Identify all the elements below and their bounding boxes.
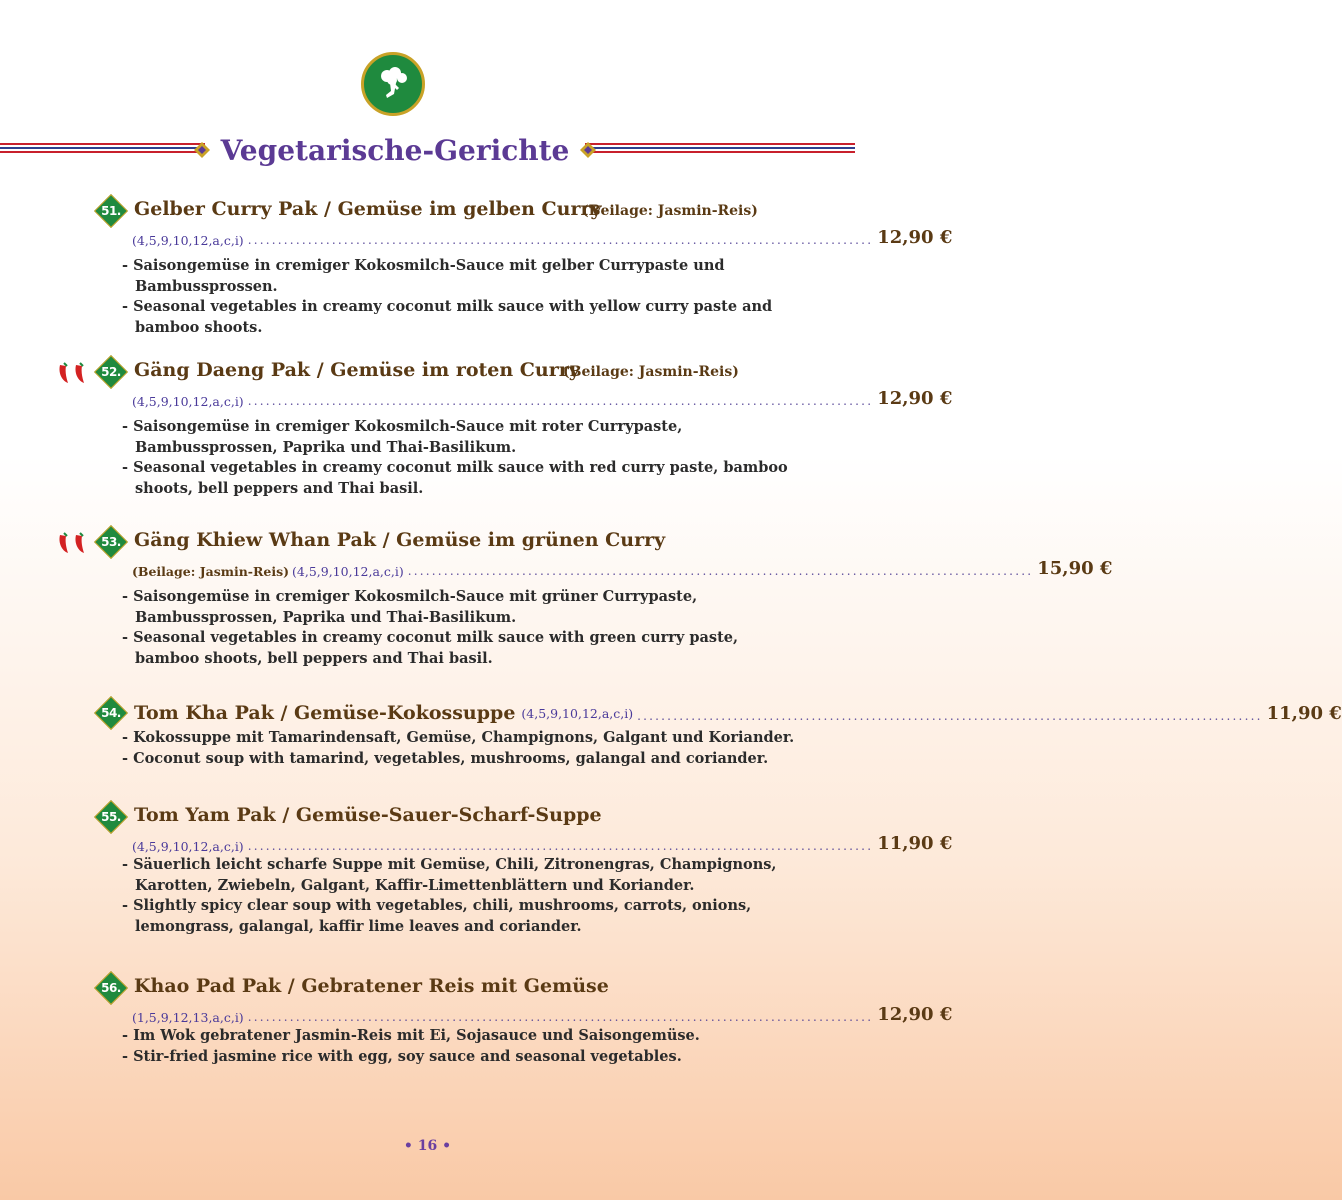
description [122,728,802,769]
allergen-codes: (4,5,9,10,12,a,c,i) [132,394,244,409]
page-title: Vegetarische-Gerichte [220,133,570,167]
description-en: - Slightly spicy clear soup with vegetables, chili, mushrooms, carrots, onions, lemongrass, galangal, kaffir lime leaves and coriander. [122,897,752,935]
description-de: - Säuerlich leicht scharfe Suppe mit Gemüse, Chili, Zitronengras, Champignons, Karotten, Zwiebeln, Galgant, Kaffir-Limettenblättern und Koriander. [122,856,777,894]
diamond-ornament-icon [193,141,211,159]
price: 12,90 € [877,227,953,248]
description [122,417,802,499]
description-en: - Stir-fried jasmine rice with egg, soy sauce and seasonal vegetables. [122,1047,682,1065]
page-number: • 16 • [403,1138,452,1154]
item-number-badge: 51. [96,196,126,226]
allergen-codes: (4,5,9,10,12,a,c,i) [521,706,634,721]
allergen-codes: (4,5,9,10,12,a,c,i) [132,233,244,248]
dish-name: Tom Yam Pak / Gemüse-Sauer-Scharf-Suppe [134,804,602,826]
side-dish: (Beilage: Jasmin-Reis) [563,364,739,380]
price: 12,90 € [877,1004,953,1025]
price-line: (4,5,9,10,12,a,c,i) ........................................................................................................ 11,90 € [132,833,953,854]
price-line: (Beilage: Jasmin-Reis) (4,5,9,10,12,a,c,i) ........................................................................................................ 15,90 € [132,558,1113,579]
price: 15,90 € [1037,558,1113,579]
dish-name: Gelber Curry Pak / Gemüse im gelben Curry [134,198,602,220]
dish-name: Gäng Daeng Pak / Gemüse im roten Curry [134,359,580,381]
title-stripe-right [585,143,855,157]
title-stripe-left [0,143,205,157]
description [122,855,802,937]
item-number-badge: 53. [96,527,126,557]
allergen-codes: (1,5,9,12,13,a,c,i) [132,1010,244,1025]
price: 11,90 € [1266,703,1342,724]
broccoli-logo [361,52,425,116]
description-de: - Saisongemüse in cremiger Kokosmilch-Sauce mit grüner Currypaste, Bambussprossen, Paprika und Thai-Basilikum. [122,588,698,626]
description-en: - Seasonal vegetables in creamy coconut milk sauce with red curry paste, bamboo shoots, bell peppers and Thai basil. [122,459,788,497]
dish-name: Khao Pad Pak / Gebratener Reis mit Gemüse [134,975,609,997]
dish-name: Tom Kha Pak / Gemüse-Kokossuppe [134,702,516,724]
description [122,256,802,338]
description-en: - Coconut soup with tamarind, vegetables, mushrooms, galangal and coriander. [122,749,769,767]
description-en: - Seasonal vegetables in creamy coconut milk sauce with green curry paste, bamboo shoots, bell peppers and Thai basil. [122,629,739,667]
item-number-badge: 54. [96,698,126,728]
price-line: Tom Kha Pak / Gemüse-Kokossuppe (4,5,9,10,12,a,c,i) ........................................................................................................ 11,90 € [134,702,1342,724]
item-number-badge: 52. [96,357,126,387]
broccoli-icon [373,64,413,104]
price-line: (1,5,9,12,13,a,c,i) ........................................................................................................ 12,90 € [132,1004,953,1025]
chili-spicy-icon [56,531,92,555]
description [122,1026,802,1067]
price: 11,90 € [877,833,953,854]
description-de: - Saisongemüse in cremiger Kokosmilch-Sauce mit gelber Currypaste und Bambussprossen. [122,257,725,295]
price-line: (4,5,9,10,12,a,c,i) ........................................................................................................ 12,90 € [132,227,953,248]
allergen-codes: (4,5,9,10,12,a,c,i) [132,839,244,854]
item-number-badge: 56. [96,973,126,1003]
side-dish: (Beilage: Jasmin-Reis) [582,203,758,219]
price-line: (4,5,9,10,12,a,c,i) ........................................................................................................ 12,90 € [132,388,953,409]
description-de: - Saisongemüse in cremiger Kokosmilch-Sauce mit roter Currypaste, Bambussprossen, Paprika und Thai-Basilikum. [122,418,683,456]
allergen-codes: (4,5,9,10,12,a,c,i) [292,564,404,579]
description-de: - Im Wok gebratener Jasmin-Reis mit Ei, Sojasauce und Saisongemüse. [122,1027,700,1044]
dish-name: Gäng Khiew Whan Pak / Gemüse im grünen Curry [134,529,666,551]
section-title [200,128,590,172]
description-de: - Kokossuppe mit Tamarindensaft, Gemüse, Champignons, Galgant und Koriander. [122,729,795,746]
description [122,587,802,669]
item-number-badge: 55. [96,802,126,832]
side-dish: (Beilage: Jasmin-Reis) [132,564,290,579]
description-en: - Seasonal vegetables in creamy coconut milk sauce with yellow curry paste and bamboo shoots. [122,298,773,336]
diamond-ornament-icon [579,141,597,159]
price: 12,90 € [877,388,953,409]
chili-spicy-icon [56,361,92,385]
